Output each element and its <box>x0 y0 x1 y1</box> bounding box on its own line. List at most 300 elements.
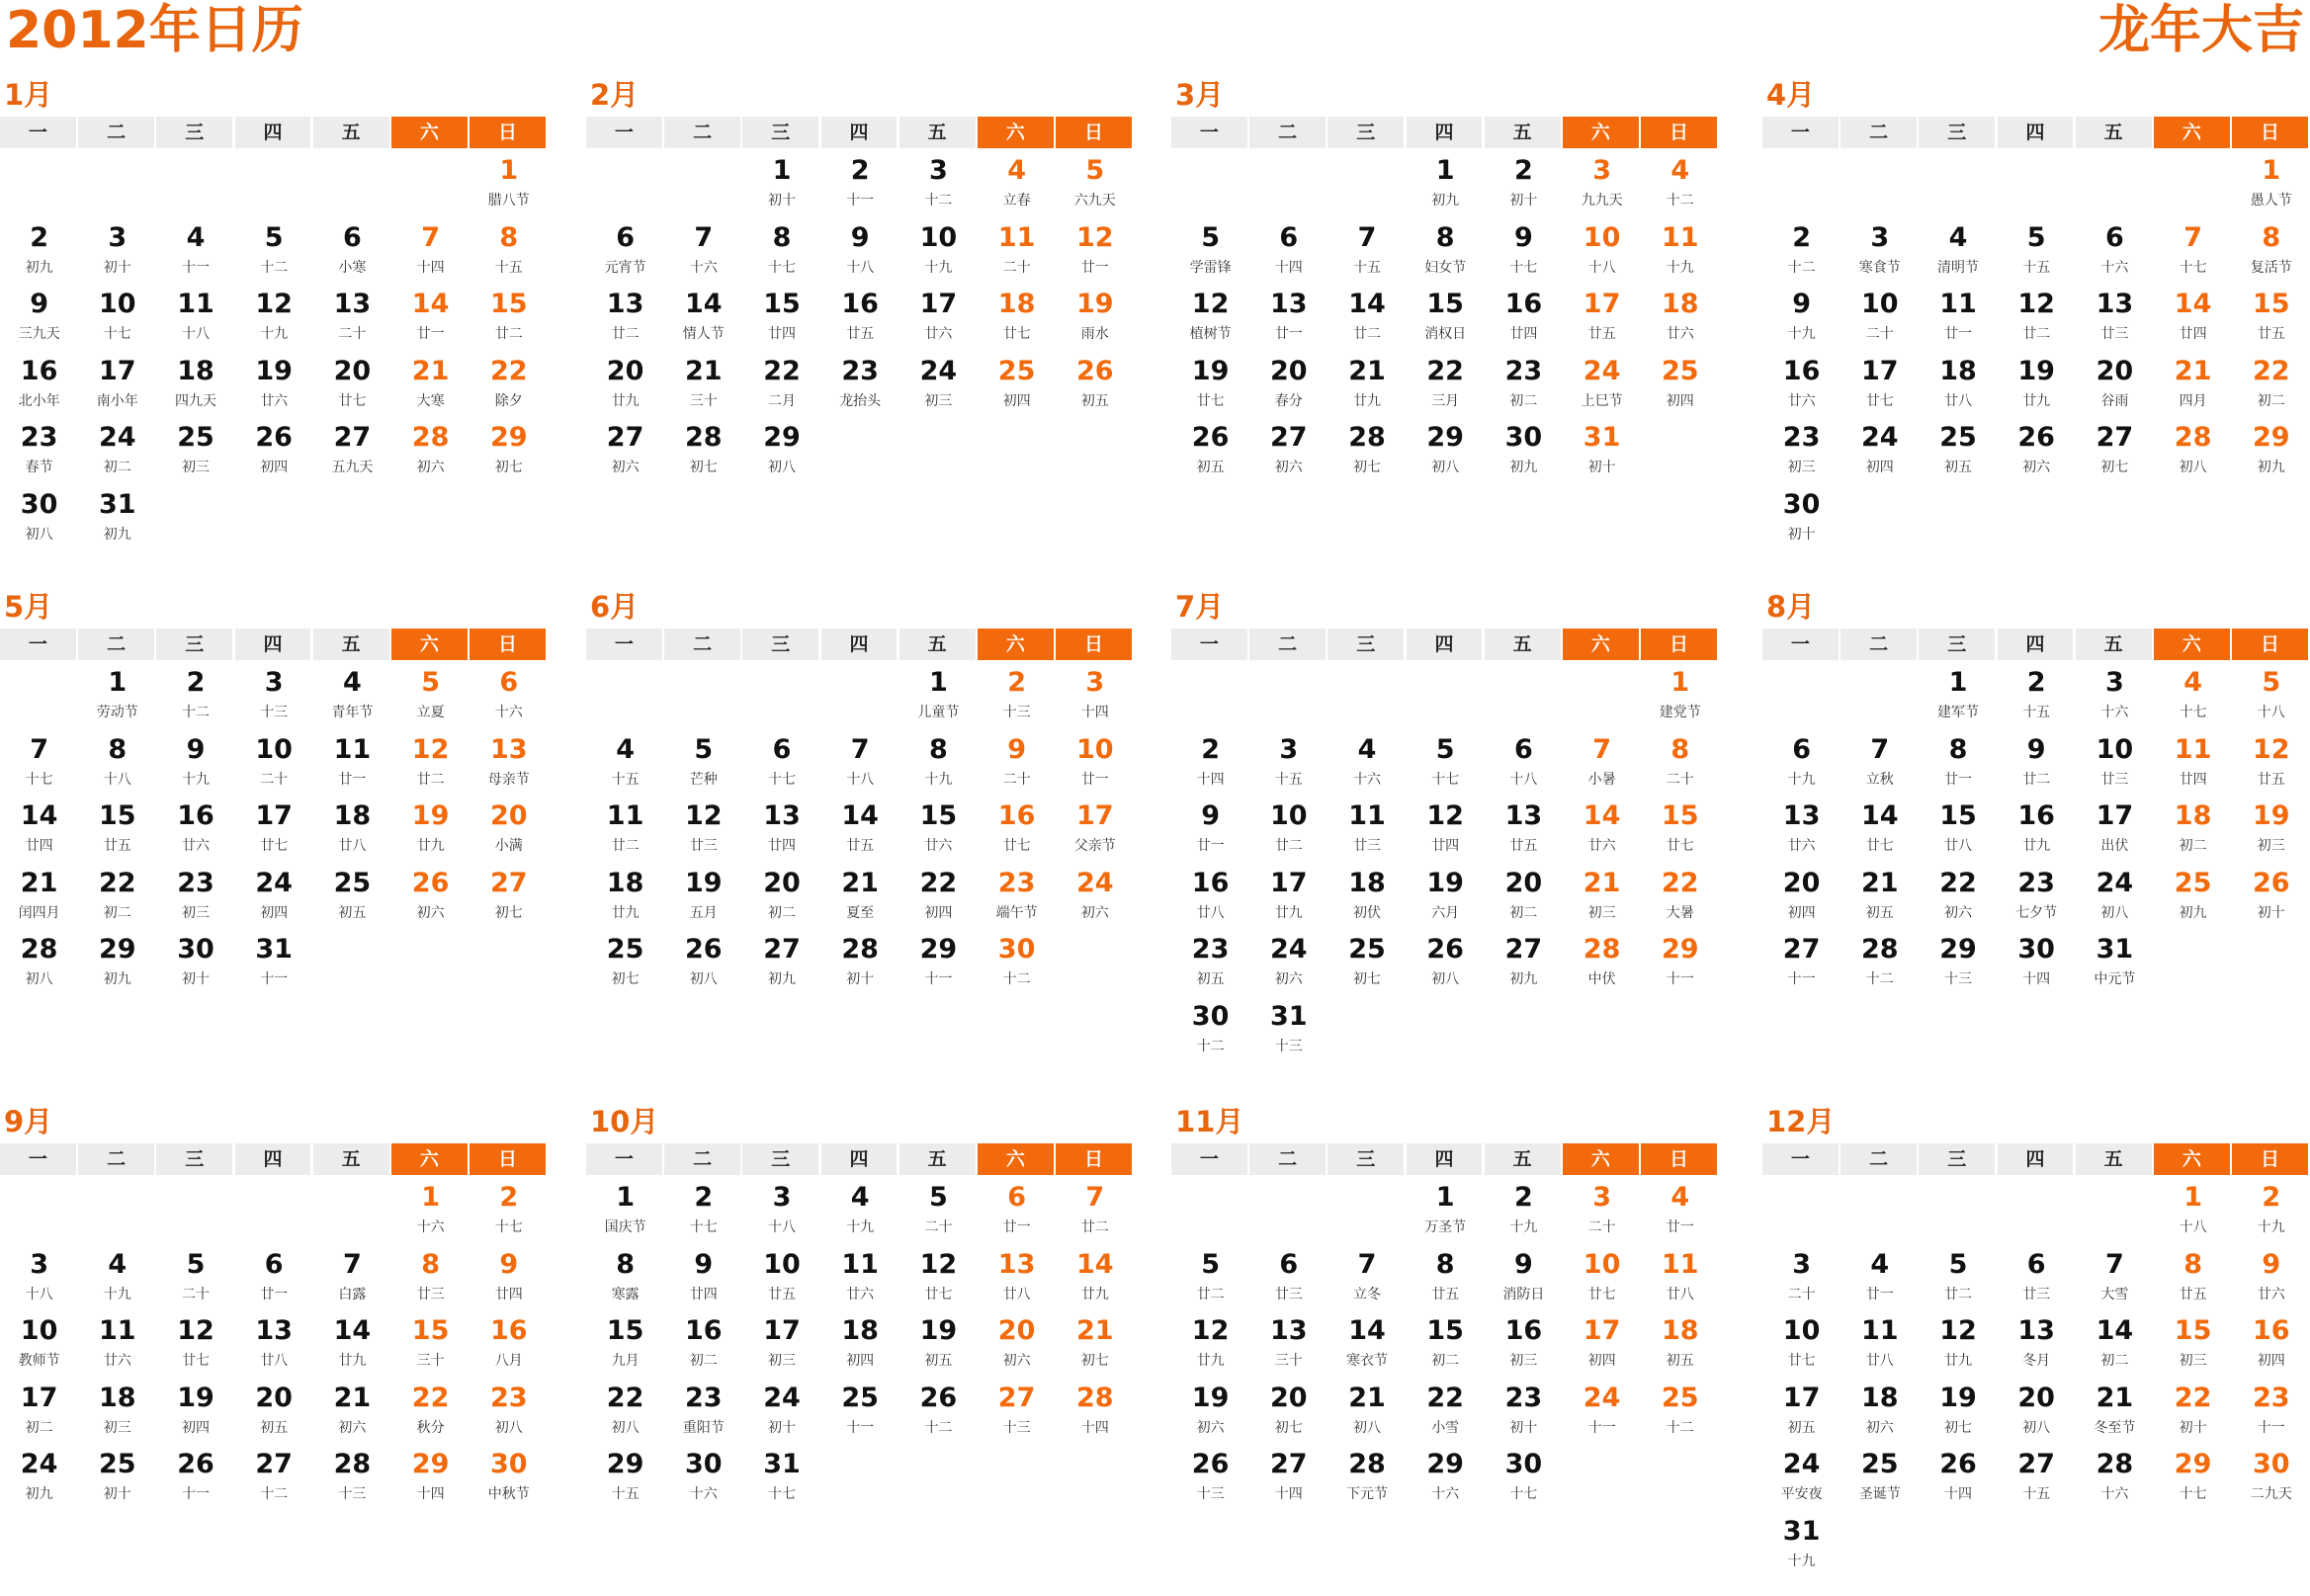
lunar-label: 二十 <box>338 326 367 342</box>
day-number: 7 <box>421 221 440 253</box>
day-cell <box>1249 998 1327 1064</box>
lunar-label: 初七 <box>1943 1419 1972 1436</box>
day-cell <box>156 1446 234 1512</box>
day-number: 2 <box>499 1182 519 1213</box>
day-number: 3 <box>2104 667 2124 698</box>
day-number: 9 <box>850 221 870 253</box>
day-cell <box>1327 931 1406 997</box>
day-number: 13 <box>763 800 801 831</box>
lunar-label: 十三 <box>1002 705 1031 720</box>
day-cell <box>1171 1312 1249 1379</box>
lunar-label: 初五 <box>1196 460 1225 475</box>
day-number: 18 <box>333 800 372 831</box>
day-number: 29 <box>1426 422 1464 453</box>
day-cell <box>2232 865 2310 931</box>
day-number: 22 <box>2252 355 2290 386</box>
lunar-label: 二十 <box>1002 259 1031 276</box>
day-cell <box>78 353 156 419</box>
day-cell <box>664 1246 742 1312</box>
day-cell <box>1919 931 1997 997</box>
lunar-label: 芒种 <box>689 771 718 788</box>
day-number: 4 <box>1948 221 1968 253</box>
day-number: 21 <box>841 867 879 898</box>
lunar-label: 廿六 <box>1666 326 1694 342</box>
lunar-label: 白露 <box>338 1286 367 1302</box>
day-cell <box>235 731 313 798</box>
day-number: 9 <box>186 733 206 765</box>
day-number: 13 <box>997 1248 1036 1280</box>
day-number: 25 <box>1661 355 1699 386</box>
lunar-label: 母亲节 <box>487 771 530 788</box>
day-cell <box>470 152 548 218</box>
day-number: 27 <box>606 422 644 453</box>
day-number: 20 <box>1504 867 1543 898</box>
lunar-label: 廿一 <box>1080 771 1109 788</box>
day-cell <box>1641 1312 1719 1379</box>
day-cell <box>2154 798 2232 864</box>
day-cell <box>821 1179 899 1245</box>
day-cell <box>586 1246 664 1312</box>
day-number: 14 <box>20 800 58 831</box>
day-cell <box>1485 353 1563 419</box>
day-number: 26 <box>1075 355 1114 386</box>
lunar-label: 初七 <box>1274 1419 1303 1436</box>
day-number: 22 <box>763 355 801 386</box>
day-cell <box>899 1179 978 1245</box>
day-cell <box>78 1312 156 1379</box>
lunar-label: 立夏 <box>416 705 445 720</box>
day-number: 21 <box>411 355 450 386</box>
day-cell <box>156 1246 234 1312</box>
lunar-label: 初四 <box>1787 904 1816 921</box>
day-number: 18 <box>997 289 1036 319</box>
day-cell <box>2154 286 2232 352</box>
day-number: 28 <box>2096 1449 2134 1479</box>
day-cell <box>0 486 78 552</box>
lunar-label: 初九 <box>25 1486 53 1502</box>
day-cell <box>1998 865 2076 931</box>
day-cell <box>1171 219 1249 286</box>
day-number: 31 <box>98 488 136 520</box>
day-cell <box>78 931 156 997</box>
day-number: 1 <box>1948 667 1968 698</box>
day-cell <box>1563 798 1641 864</box>
day-cell <box>2154 1380 2232 1446</box>
day-cell <box>2154 353 2232 419</box>
lunar-label: 复活节 <box>2250 259 2292 276</box>
lunar-label: 雨水 <box>1080 326 1109 342</box>
day-number: 12 <box>1426 800 1464 831</box>
day-cell <box>156 731 234 798</box>
day-number: 13 <box>1504 800 1543 831</box>
day-cell <box>1485 1380 1563 1446</box>
lunar-label: 初五 <box>260 1419 289 1436</box>
day-cell <box>78 798 156 864</box>
lunar-label: 三十 <box>416 1353 445 1369</box>
lunar-label: 初十 <box>1509 1419 1538 1436</box>
weekday-cell: 四 <box>235 1143 311 1175</box>
day-number: 10 <box>98 289 136 319</box>
day-cell <box>2154 419 2232 485</box>
lunar-label: 十五 <box>2022 705 2051 720</box>
day-number: 10 <box>1075 733 1114 765</box>
day-cell <box>313 731 391 798</box>
lunar-label: 十八 <box>1587 259 1616 276</box>
day-cell <box>1563 1380 1641 1446</box>
lunar-label: 廿七 <box>1002 326 1031 342</box>
lunar-label: 三月 <box>1431 392 1460 409</box>
lunar-label: 春分 <box>1274 392 1303 409</box>
weekday-cell: 六 <box>978 117 1054 148</box>
day-number: 9 <box>30 289 48 319</box>
day-cell <box>664 798 742 864</box>
lunar-label: 廿九 <box>416 838 445 854</box>
lunar-label: 十五 <box>2022 259 2051 276</box>
day-cell <box>978 664 1056 730</box>
day-cell <box>1327 1312 1406 1379</box>
day-number: 19 <box>1939 1382 1977 1413</box>
month-block <box>586 75 1136 569</box>
weekday-cell: 二 <box>664 117 740 148</box>
day-number: 15 <box>763 289 801 319</box>
day-cell <box>1407 219 1485 286</box>
day-number: 10 <box>1782 1315 1821 1346</box>
day-cell <box>1919 731 1997 798</box>
day-number: 16 <box>1504 289 1543 319</box>
day-number: 12 <box>177 1315 214 1346</box>
day-number: 29 <box>1661 934 1699 965</box>
lunar-label: 廿一 <box>1666 1219 1694 1235</box>
lunar-label: 十六 <box>2100 259 2129 276</box>
day-number: 27 <box>255 1449 293 1479</box>
day-number: 7 <box>1592 733 1611 765</box>
lunar-label: 闰四月 <box>18 904 60 921</box>
day-number: 15 <box>1426 1315 1464 1346</box>
weekday-cell: 一 <box>0 117 76 148</box>
lunar-label: 初八 <box>611 1419 640 1436</box>
day-cell <box>1919 353 1997 419</box>
page-title: 2012年日历 <box>6 1 303 60</box>
lunar-label: 廿一 <box>338 771 367 788</box>
day-number: 14 <box>841 800 879 831</box>
lunar-label: 初九 <box>1509 971 1538 987</box>
day-number: 8 <box>616 1248 635 1280</box>
lunar-label: 初七 <box>1080 1353 1109 1369</box>
day-cell <box>470 664 548 730</box>
lunar-label: 廿四 <box>1509 326 1538 342</box>
day-cell <box>156 1380 234 1446</box>
day-cell <box>0 731 78 798</box>
day-number: 21 <box>2174 355 2212 386</box>
lunar-label: 廿九 <box>1274 904 1303 921</box>
day-number: 18 <box>2174 800 2212 831</box>
day-cell <box>2076 353 2154 419</box>
day-cell <box>1171 798 1249 864</box>
day-number: 3 <box>264 667 284 698</box>
day-number: 6 <box>342 221 362 253</box>
day-number: 13 <box>1782 800 1821 831</box>
day-number: 16 <box>2017 800 2055 831</box>
day-number: 22 <box>1939 867 1977 898</box>
day-cell <box>1840 219 1919 286</box>
day-cell <box>1056 731 1134 798</box>
lunar-label: 初五 <box>1666 1353 1694 1369</box>
lunar-label: 端午节 <box>995 904 1038 921</box>
day-cell <box>470 353 548 419</box>
day-number: 1 <box>2183 1182 2202 1213</box>
day-cell <box>391 1179 470 1245</box>
day-number: 25 <box>98 1449 136 1479</box>
day-number: 21 <box>684 355 723 386</box>
day-number: 19 <box>411 800 450 831</box>
day-cell <box>2076 1446 2154 1512</box>
month-block <box>0 1102 550 1596</box>
day-cell <box>978 1179 1056 1245</box>
day-cell <box>391 1312 470 1379</box>
day-number: 19 <box>684 867 723 898</box>
day-cell <box>899 353 978 419</box>
day-number: 8 <box>772 221 792 253</box>
day-number: 3 <box>1592 155 1611 186</box>
lunar-label: 初四 <box>181 1419 210 1436</box>
day-cell <box>313 865 391 931</box>
month-title: 7月 <box>1175 590 1225 624</box>
lunar-label: 初四 <box>1865 460 1894 475</box>
day-number: 7 <box>342 1248 362 1280</box>
lunar-label: 廿二 <box>1352 326 1381 342</box>
day-cell <box>313 353 391 419</box>
lunar-label: 青年节 <box>331 705 374 720</box>
day-number: 17 <box>1075 800 1114 831</box>
day-cell <box>2232 1446 2310 1512</box>
day-number: 23 <box>2252 1382 2290 1413</box>
day-cell <box>1998 219 2076 286</box>
lunar-label: 廿四 <box>767 838 796 854</box>
day-cell <box>664 865 742 931</box>
lunar-label: 初六 <box>611 460 640 475</box>
month-block <box>1762 1102 2310 1596</box>
lunar-label: 初三 <box>1587 904 1616 921</box>
day-number: 11 <box>1939 289 1977 319</box>
day-number: 28 <box>841 934 879 965</box>
day-cell <box>235 286 313 352</box>
lunar-label: 南小年 <box>96 392 138 409</box>
day-number: 30 <box>177 934 214 965</box>
lunar-label: 小雪 <box>1431 1419 1460 1436</box>
day-number: 17 <box>20 1382 58 1413</box>
day-cell <box>742 865 820 931</box>
day-number: 28 <box>1075 1382 1114 1413</box>
day-cell <box>1407 731 1485 798</box>
day-cell <box>664 731 742 798</box>
weekday-cell: 三 <box>1919 1143 1995 1175</box>
day-cell <box>78 1246 156 1312</box>
day-cell <box>313 1380 391 1446</box>
lunar-label: 十八 <box>25 1286 53 1302</box>
day-number: 5 <box>1948 1248 1968 1280</box>
lunar-label: 初十 <box>1509 193 1538 209</box>
day-number: 11 <box>2174 733 2212 765</box>
lunar-label: 北小年 <box>18 392 60 409</box>
weekday-cell: 六 <box>978 1143 1054 1175</box>
day-cell <box>470 419 548 485</box>
lunar-label: 廿二 <box>1274 838 1303 854</box>
lunar-label: 廿七 <box>1666 838 1694 854</box>
day-number: 25 <box>177 422 214 453</box>
day-number: 3 <box>928 155 948 186</box>
weekday-cell: 一 <box>586 117 662 148</box>
day-number: 6 <box>616 221 635 253</box>
day-cell <box>78 1446 156 1512</box>
day-cell <box>742 419 820 485</box>
day-number: 23 <box>684 1382 723 1413</box>
day-number: 2 <box>2262 1182 2281 1213</box>
day-number: 28 <box>2174 422 2212 453</box>
day-cell <box>2232 353 2310 419</box>
day-cell <box>1919 664 1997 730</box>
day-cell <box>1641 931 1719 997</box>
day-number: 13 <box>489 733 528 765</box>
day-cell <box>470 1179 548 1245</box>
day-cell <box>586 419 664 485</box>
lunar-label: 十一 <box>846 193 875 209</box>
lunar-label: 初六 <box>416 904 445 921</box>
lunar-label: 八月 <box>494 1353 523 1369</box>
day-number: 20 <box>489 800 528 831</box>
lunar-label: 十一 <box>924 971 953 987</box>
day-number: 14 <box>1860 800 1899 831</box>
day-cell <box>1056 798 1134 864</box>
day-number: 24 <box>763 1382 801 1413</box>
weekday-cell: 四 <box>235 629 311 660</box>
day-number: 26 <box>177 1449 214 1479</box>
weekday-cell: 三 <box>1919 629 1995 660</box>
day-number: 3 <box>1279 733 1299 765</box>
weekday-cell: 日 <box>1056 1143 1132 1175</box>
weekday-cell: 四 <box>1998 117 2074 148</box>
weekday-cell: 日 <box>470 1143 546 1175</box>
day-number: 30 <box>20 488 58 520</box>
day-cell <box>2076 731 2154 798</box>
day-cell <box>899 219 978 286</box>
day-number: 6 <box>772 733 792 765</box>
day-number: 9 <box>2262 1248 2281 1280</box>
day-number: 27 <box>2017 1449 2055 1479</box>
month-block <box>1762 75 2310 569</box>
day-number: 22 <box>489 355 528 386</box>
day-number: 21 <box>2096 1382 2134 1413</box>
day-cell <box>78 219 156 286</box>
day-cell <box>1485 152 1563 218</box>
lunar-label: 廿八 <box>1943 392 1972 409</box>
day-cell <box>1407 1380 1485 1446</box>
day-number: 11 <box>177 289 214 319</box>
lunar-label: 廿二 <box>494 326 523 342</box>
day-number: 3 <box>108 221 128 253</box>
lunar-label: 廿二 <box>1943 1286 1972 1302</box>
day-cell <box>1762 286 1840 352</box>
day-number: 17 <box>919 289 958 319</box>
day-cell <box>1485 419 1563 485</box>
day-cell <box>899 1246 978 1312</box>
day-cell <box>1485 931 1563 997</box>
day-cell <box>156 865 234 931</box>
day-cell <box>1249 419 1327 485</box>
lunar-label: 初六 <box>1865 1419 1894 1436</box>
day-cell <box>1563 286 1641 352</box>
day-cell <box>156 219 234 286</box>
day-cell <box>1171 353 1249 419</box>
lunar-label: 廿八 <box>338 838 367 854</box>
lunar-label: 初五 <box>1865 904 1894 921</box>
day-cell <box>156 353 234 419</box>
lunar-label: 国庆节 <box>604 1219 646 1235</box>
lunar-label: 初四 <box>260 904 289 921</box>
lunar-label: 廿四 <box>1431 838 1460 854</box>
lunar-label: 初十 <box>846 971 875 987</box>
day-number: 22 <box>919 867 958 898</box>
lunar-label: 十六 <box>689 1486 718 1502</box>
weekday-cell: 六 <box>391 117 468 148</box>
day-cell <box>1641 798 1719 864</box>
lunar-label: 初六 <box>1002 1353 1031 1369</box>
day-number: 22 <box>1426 355 1464 386</box>
weekday-cell: 五 <box>899 629 976 660</box>
lunar-label: 中元节 <box>2094 971 2136 987</box>
day-number: 7 <box>1357 1248 1377 1280</box>
lunar-label: 初五 <box>1080 392 1109 409</box>
day-cell <box>1998 1312 2076 1379</box>
lunar-label: 初二 <box>103 904 131 921</box>
day-number: 30 <box>1504 1449 1543 1479</box>
day-number: 21 <box>1075 1315 1114 1346</box>
lunar-label: 廿五 <box>1431 1286 1460 1302</box>
weekday-cell: 五 <box>2076 117 2152 148</box>
day-number: 11 <box>1860 1315 1899 1346</box>
day-number: 10 <box>919 221 958 253</box>
lunar-label: 十七 <box>2179 1486 2207 1502</box>
lunar-label: 初八 <box>2100 904 2129 921</box>
day-number: 10 <box>20 1315 58 1346</box>
day-cell <box>1327 731 1406 798</box>
day-cell <box>1840 419 1919 485</box>
day-cell <box>1171 1246 1249 1312</box>
day-cell <box>2232 1312 2310 1379</box>
lunar-label: 廿八 <box>1865 1353 1894 1369</box>
weekday-cell: 二 <box>1840 629 1917 660</box>
day-number: 18 <box>1661 289 1699 319</box>
day-cell <box>664 1380 742 1446</box>
weekday-cell: 一 <box>1762 1143 1839 1175</box>
lunar-label: 初三 <box>181 460 210 475</box>
weekday-cell: 三 <box>742 1143 818 1175</box>
day-number: 14 <box>2174 289 2212 319</box>
day-cell <box>1249 731 1327 798</box>
day-number: 7 <box>2183 221 2202 253</box>
lunar-label: 元宵节 <box>604 259 646 276</box>
lunar-label: 廿九 <box>611 904 640 921</box>
day-cell <box>235 353 313 419</box>
day-cell <box>1327 219 1406 286</box>
day-cell <box>1407 798 1485 864</box>
day-number: 7 <box>1085 1182 1105 1213</box>
lunar-label: 廿五 <box>103 838 131 854</box>
day-cell <box>1171 419 1249 485</box>
lunar-label: 廿七 <box>924 1286 953 1302</box>
lunar-label: 十九 <box>181 771 210 788</box>
lunar-label: 十二 <box>1002 971 1031 987</box>
lunar-label: 十四 <box>416 259 445 276</box>
